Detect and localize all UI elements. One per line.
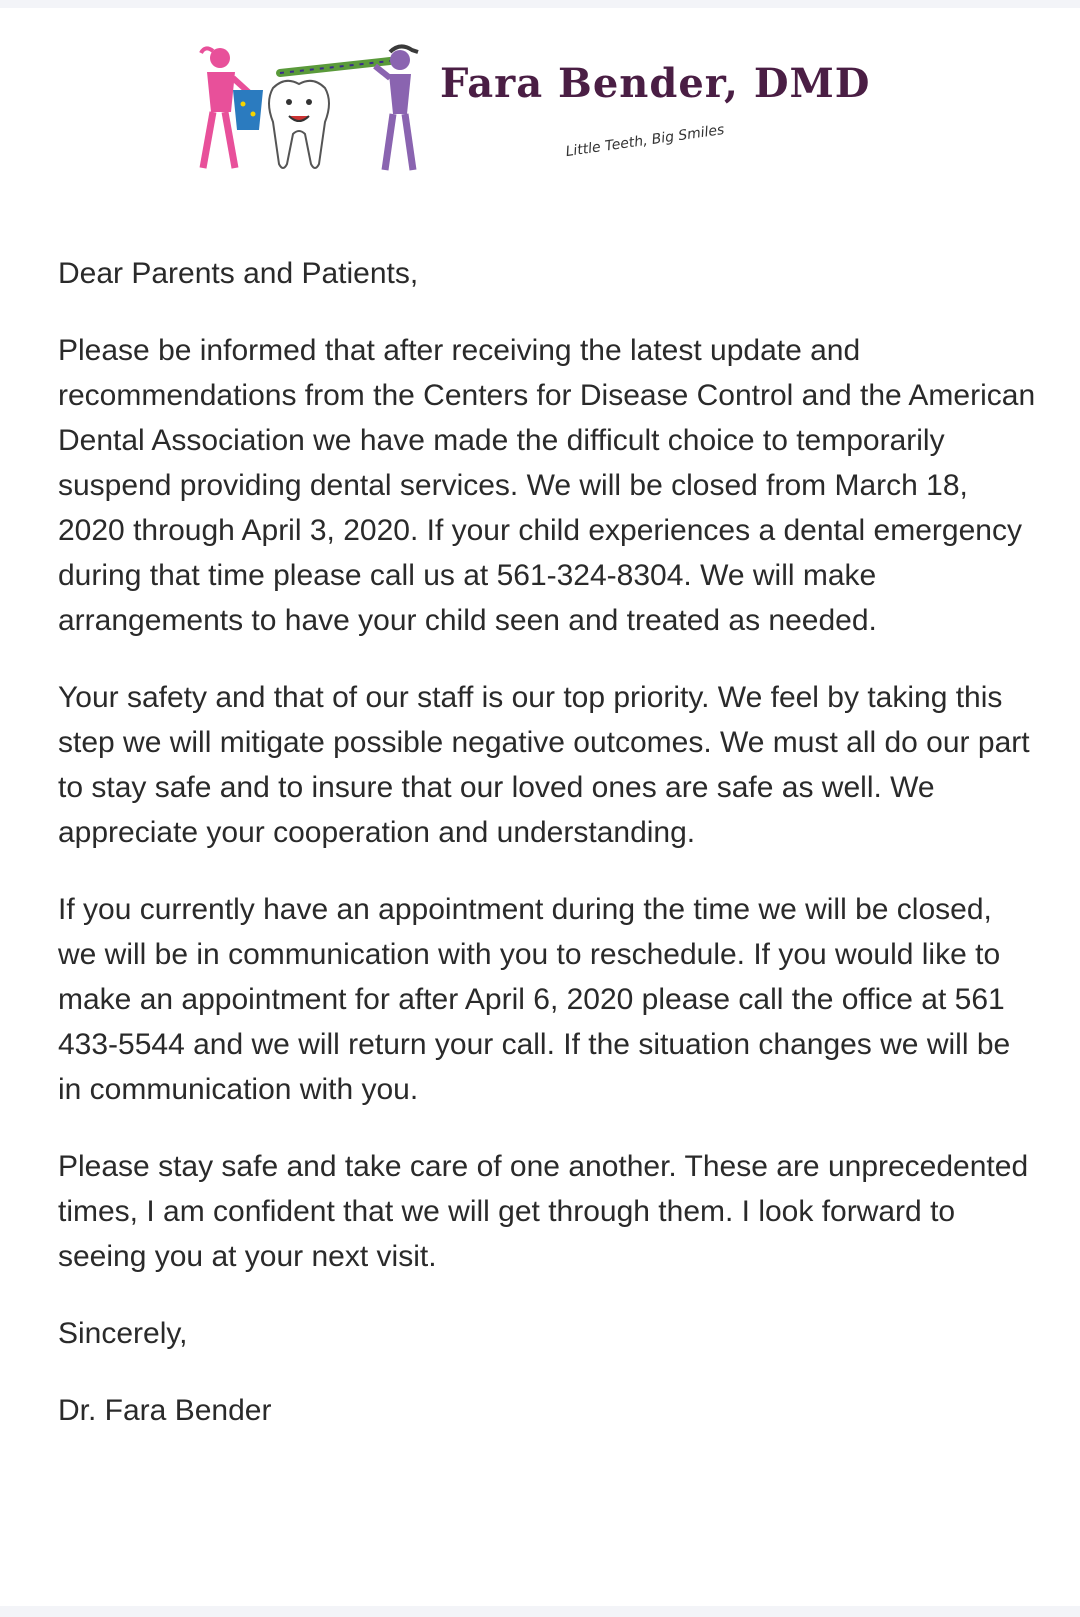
closing: Sincerely, [58,1317,188,1350]
salutation: Dear Parents and Patients, [58,257,419,290]
kids-tooth-logo-icon [185,38,425,188]
paragraph-closure-notice: Please be informed that after receiving the latest update and recommendations from the Centers for Disease Control and the American Dental Association we have made the difficult choice to temporarily suspend providing dental services. We will be closed from March 18, 2020 through April 3, 2020. If your child experiences a dental emergency during that time please call us at 561-324-8304. We will make arrangements to have your child seen and treated as needed. [58,334,1036,637]
brand-name: Fara Bender, DMD [440,60,871,107]
practice-logo [185,38,905,188]
signature: Dr. Fara Bender [58,1394,272,1427]
paragraph-appointments: If you currently have an appointment during the time we will be closed, we will be in communication with you to reschedule. If you would like to make an appointment for after April 6, 2020 please call the office at 561 433-5544 and we will return your call. If the situation changes we will be in communication with you. [58,893,1011,1106]
paragraph-farewell: Please stay safe and take care of one another. These are unprecedented times, I am confident that we will get through them. I look forward to seeing you at your next visit. [58,1150,1029,1273]
letter-page [0,8,1080,1606]
paragraph-safety: Your safety and that of our staff is our top priority. We feel by taking this step we will mitigate possible negative outcomes. We must all do our part to stay safe and to insure that our loved ones are safe as well. We appreciate your cooperation and understanding. [58,681,1030,849]
brand-tagline: Little Teeth, Big Smiles [564,121,726,161]
letter-body [58,251,1038,1465]
